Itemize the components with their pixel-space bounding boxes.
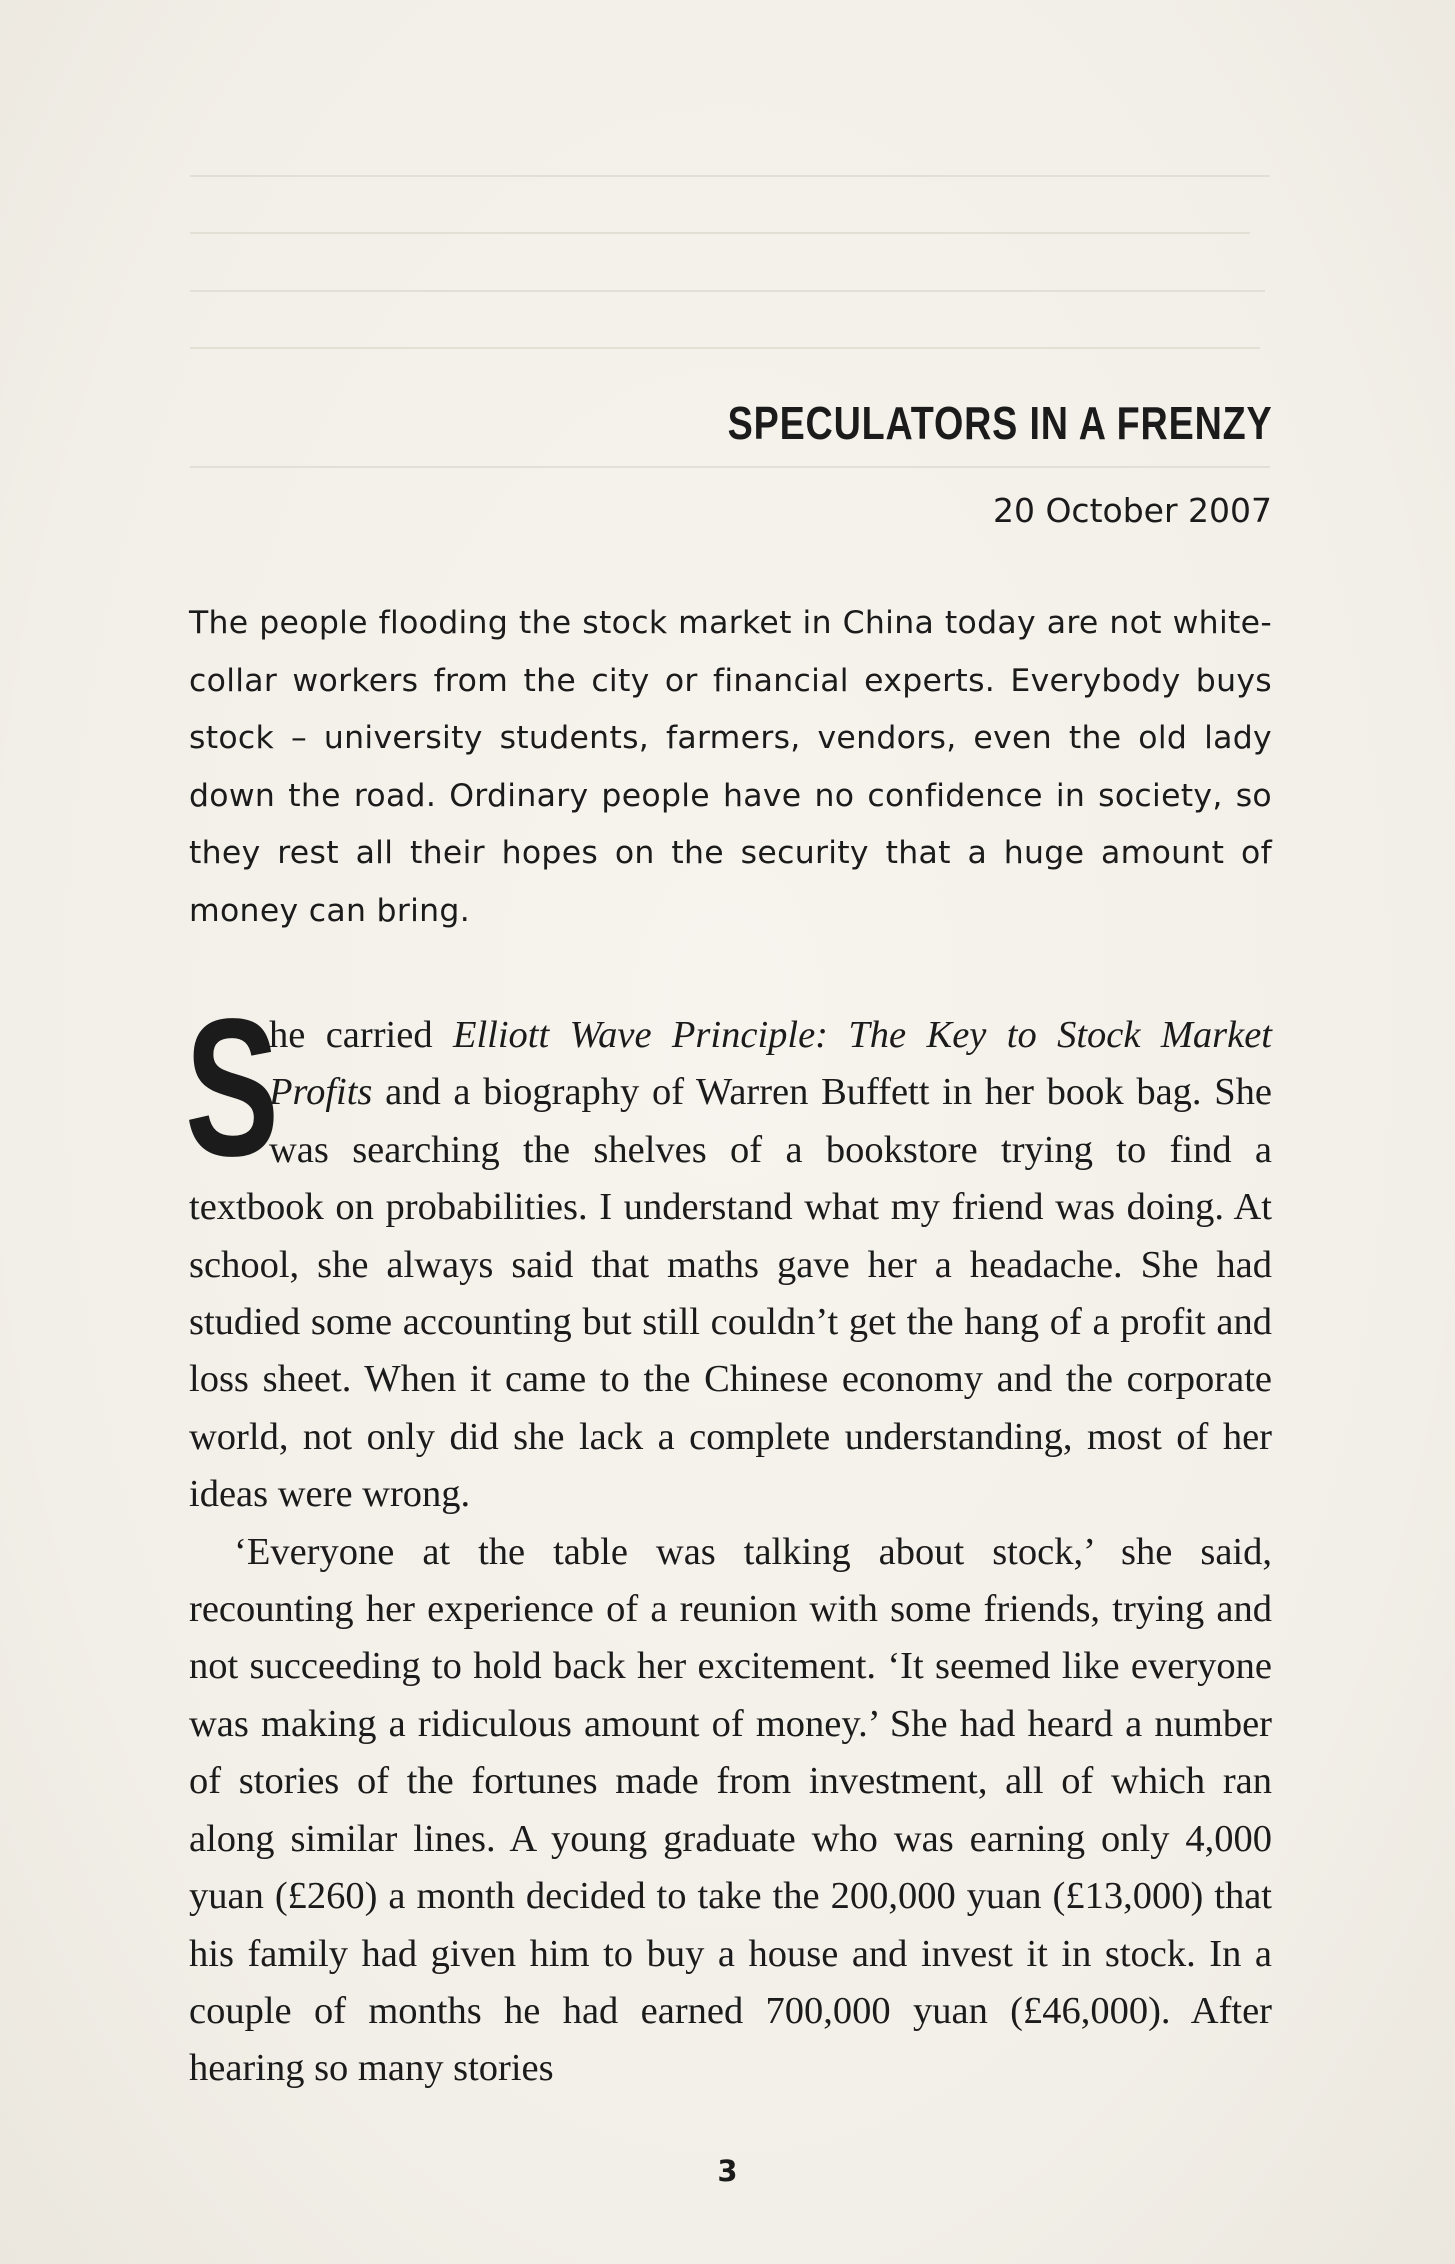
show-through-line bbox=[190, 466, 1270, 468]
body-text bbox=[185, 978, 1272, 2098]
paragraph-text: and a biography of Warren Buffett in her book bag. She was searching the shelves of a bookstore trying to find a textbook on probabilities. I understand what my friend was doing. At school, she always said that maths gave her a headache. She had studied some accounting but still couldn’t get the hang of a profit and loss sheet. When it came to the Chinese economy and the corporate world, not only did she lack a complete understanding, most of her ideas were wrong. bbox=[189, 1071, 1272, 1516]
show-through-line bbox=[190, 290, 1265, 292]
paragraph bbox=[185, 978, 1272, 1524]
chapter-intro: The people flooding the stock market in China today are not white-collar workers from the city or financial experts. Everybody buys stock – university students, farmers, vendors, even the old lady down the road. Ordinary people have no confidence in society, so they rest all their hopes on the security that a huge amount of money can bring. bbox=[189, 605, 1272, 929]
book-title: Elliott Wave Principle: The Key to Stock Market Profits bbox=[269, 1014, 1272, 1114]
drop-cap: S bbox=[185, 978, 280, 1197]
show-through-line bbox=[190, 347, 1260, 349]
chapter-title: SPECULATORS IN A FRENZY bbox=[727, 397, 1272, 449]
paragraph-lead: he carried bbox=[269, 1014, 453, 1056]
paragraph: ‘Everyone at the table was talking about stock,’ she said, recounting her experience of a reunion with some friends, trying and not succeeding to hold back her excitement. ‘It seemed like everyone was making a ridiculous amount of money.’ She had heard a number of stories of the fortunes made from investment, all of which ran along similar lines. A young graduate who was earning only 4,000 yuan (£260) a month decided to take the 200,000 yuan (£13,000) that his family had given him to buy a house and invest it in stock. In a couple of months he had earned 700,000 yuan (£46,000). After hearing so many stories bbox=[189, 1530, 1272, 2090]
page-number: 3 bbox=[717, 2154, 738, 2188]
show-through-line bbox=[190, 232, 1250, 234]
chapter-date: 20 October 2007 bbox=[992, 491, 1272, 530]
show-through-line bbox=[190, 175, 1270, 177]
